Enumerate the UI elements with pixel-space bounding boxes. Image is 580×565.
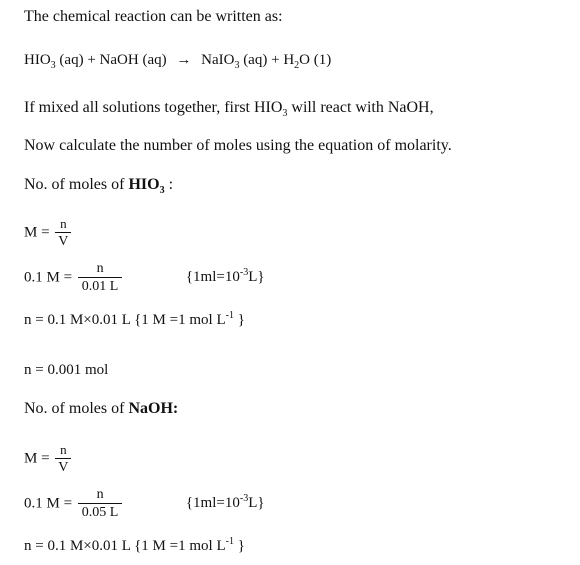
naoh-heading: No. of moles of NaOH: xyxy=(24,400,179,417)
n-equation-2: n = 0.1 M×0.01 L {1 M =1 mol $L^{-1}$ } xyxy=(24,536,245,554)
plus-sign: + xyxy=(271,52,280,68)
substitution-1: 0.1 M = $\frac{n}{0.01 L}$ $\{1ml=10^{-3}L\}$ xyxy=(24,261,265,294)
hio3-heading: No. of moles of $HIO_3$ : xyxy=(24,176,174,197)
unit-note: $\{1ml=10^{-3}L\}$ xyxy=(185,493,265,512)
mix-text: If mixed all solutions together, first $HIO_3$ will react with NaOH, xyxy=(24,99,434,120)
product-naio3-state: (aq) xyxy=(243,52,268,68)
n-equation-1: n = 0.1 M×0.01 L {1 M =1 mol $L^{-1}$ } xyxy=(24,310,245,328)
reaction-arrow-icon: → xyxy=(176,52,192,68)
n-over-v-fraction: $\frac{n}{V}$ xyxy=(55,216,71,250)
intro-text: The chemical reaction can be written as: xyxy=(24,8,283,25)
reactant-hio3: $HIO_3$ xyxy=(24,52,56,71)
reactant-hio3-state: (aq) xyxy=(59,52,84,68)
molarity-formula-1: M = $\frac{n}{V}$ xyxy=(24,216,73,250)
product-water: $H_2O$ xyxy=(283,52,310,71)
reactant-naoh-state: (aq) xyxy=(142,52,167,68)
molarity-formula-2: M = $\frac{n}{V}$ xyxy=(24,442,73,476)
plus-sign: + xyxy=(87,52,96,68)
product-water-state: (1) xyxy=(313,52,332,68)
n-over-v-fraction: $\frac{n}{V}$ xyxy=(55,442,71,476)
result-moles: n = 0.001 mol xyxy=(24,362,109,378)
substitution-2: 0.1 M = $\frac{n}{0.05 L}$ $\{1ml=10^{-3}L\}$ xyxy=(24,487,265,520)
unit-note: $\{1ml=10^{-3}L\}$ xyxy=(185,267,265,286)
hio3-compound: $HIO_3$ xyxy=(128,176,165,197)
calc-text: Now calculate the number of moles using the equation of molarity. xyxy=(24,137,452,154)
n-over-volume-fraction: $\frac{n}{0.05 L}$ xyxy=(78,487,123,521)
n-over-volume-fraction: $\frac{n}{0.01 L}$ xyxy=(78,261,123,295)
reaction-equation xyxy=(24,52,331,69)
reactant-naoh: NaOH xyxy=(99,52,139,68)
naoh-compound: NaOH: xyxy=(128,400,179,417)
product-naio3: NaIO$_3$ xyxy=(201,52,240,71)
